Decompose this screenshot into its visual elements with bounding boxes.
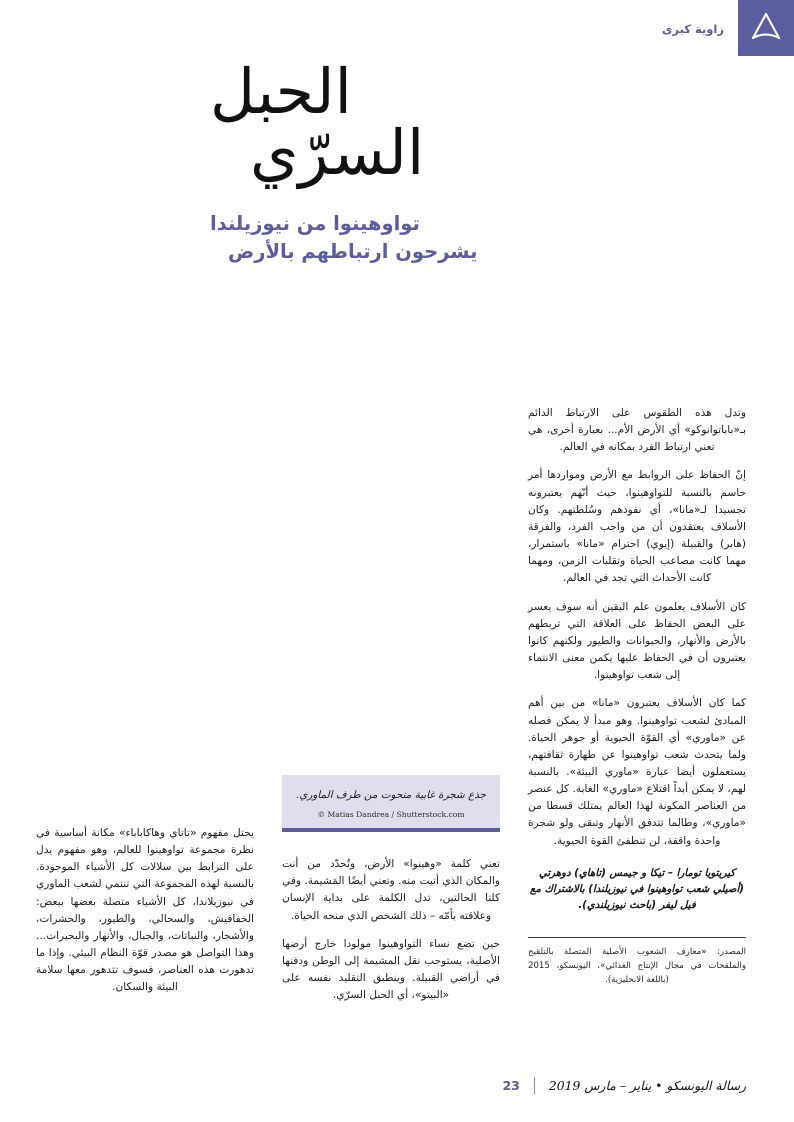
page-subtitle-line-2: يشرحون ارتباطهم بالأرض [228,239,478,263]
column-left [36,405,254,1008]
title-block [40,55,754,266]
column-middle-spacer [282,405,500,775]
paragraph: تعني كلمة «وهينوا» الأرض، وتُحدّد من أنت والمكان الذي أتيت منه. وتعني أيضًا المَشيمة. وفي كلتا الحالتين، تدل الكلمة على بداية الإنسان وعلاقته بأمّه – ذلك الشخص الذي منحه الحياة. [282,858,500,922]
paragraph: حين تضع نساء التواوهينوا مولودا خارج أرضها الأصلية، يستوجب نقل المشيمة إلى الوطن ودفنها في أراضي القبيلة. وينطبق التقليد نفسه على «البيتو»، أي الحبل السرّي. [282,937,500,1002]
image-caption-text: جذع شجرة غابية منحوت من طرف الماوري. [295,789,487,801]
triangle-arc-logo-icon [738,0,794,56]
page-title-line-1: الحبل [210,55,352,128]
page-subtitle-line-1: تواوهينوا من نيوزيلندا [210,211,420,235]
paragraph: وتدل هذه الطقوس على الارتباط الدائم بـ«باباتوانوكو» أي الأرض الأم... بعبارة أخرى، هي تعني ارتباط الفرد بمكانه في العالم. [528,407,746,454]
image-caption-credit: © Matias Dandrea / Shutterstock.com [317,810,465,820]
page-subtitle [40,210,754,267]
section-kicker: زاوية كبرى [661,22,724,36]
page-title-line-2: السرّي [250,115,425,189]
column-left-spacer [36,405,254,825]
source-note: المصدر: «معارف الشعوب الأصلية المتصلة بالتلقيح والملقحات في مجال الإنتاج الغذائي»، اليونسكو، 2015 (باللغة الانجليزية). [528,946,746,985]
paragraph: كان الأسلاف يعلمون علم اليقين أنه سوف يعسر على البعض الحفاظ على العلاقة التي تربطهم بالأرض والأنهار، والحيوانات والطيور ولكنهم كانوا يعتبرون أن في الحفاظ عليها يكمن معنى الانتماء إلى شعب تواوهينوا. [528,600,746,682]
page-header [0,0,794,60]
article-columns [36,405,746,1055]
footer-divider [534,1077,535,1094]
page-footer [502,1077,746,1094]
page-title [40,55,754,189]
author-attribution: كيريتويا تومارا – تيكا و جيمس (تاهاي) دوهرتي (أصيلي شعب تواوهينوا في نيوزيلندا) بالاشتراك مع فيل ليفر (باحث نيوزيلندي). [530,867,744,912]
paragraph: كما كان الأسلاف يعتبرون «مانا» من بين أهم المبادئ لشعب تواوهينوا. وهو مبدأ لا يمكن فصله عن «ماوري» أي القوّة الحيوية أو جوهر الحياة. ولما يتحدث شعب تواوهينوا عن طهارة ثقافتهم، يستعملون أيضا عبارة «ماوري البيئة». بالنسبة لهم، لا يمكن أبداً اقتلاع «ماوري» الغابة. كل عنصر من العناصر المكونة لهذا العالم يمتلك قسطا من «ماوري»، وطالما تتدفق الأنهار وتبقى ولو شجرة واحدة واقفة، لن تنطفئ القوة الحيوية. [528,697,746,847]
image-caption-panel [282,775,500,832]
footer-publication-meta: رسالة اليونسكو • يناير – مارس 2019 [548,1078,746,1093]
column-right [528,405,746,987]
paragraph: يحتل مفهوم «تاتاي وهاكاباباء» مكانة أساسية في نظرة مجموعة تواوهينوا للعالم، وهو مفهوم يدل على الترابط بين سلالات كل الأشياء الموجودة. بالنسبة لهذه المجموعة التي تنتمي لشعب الماوري في نيوزيلاندا، كل الأشياء متصلة بعضها ببعض: الخفافيش، والسحالي، والطيور، والحشرات، والأشجار، والنباتات، والجبال، والأنهار والبحيرات... وهذا التواصل هو مصدر قوّة النظام البيئي. وإذا ما تدهورت هذه العناصر، فسوف تتدهور معها سلامة البيئة والسكان. [36,827,254,994]
column-middle [282,405,500,1015]
unesco-courier-logo [738,0,794,56]
paragraph: إنّ الحفاظ على الروابط مع الأرض ومواردها أمر حاسم بالنسبة للتواوهينوا، حيث أنّهم يعتبرونه تجسيدا لـ«مانا»، أي نفوذهم وسُلطتهم. وكان الأسلاف يعتقدون أن من واجب الفرد، والفرقة (هابر) والقبيلة (إيوي) احترام «مانا» باستمرار، مهما كانت مصاعب الحياة وتقلبات الزمن، ومهما كانت الأحداث التي تجد في العالم. [528,469,746,585]
page-number: 23 [502,1078,520,1093]
source-divider [528,937,746,938]
